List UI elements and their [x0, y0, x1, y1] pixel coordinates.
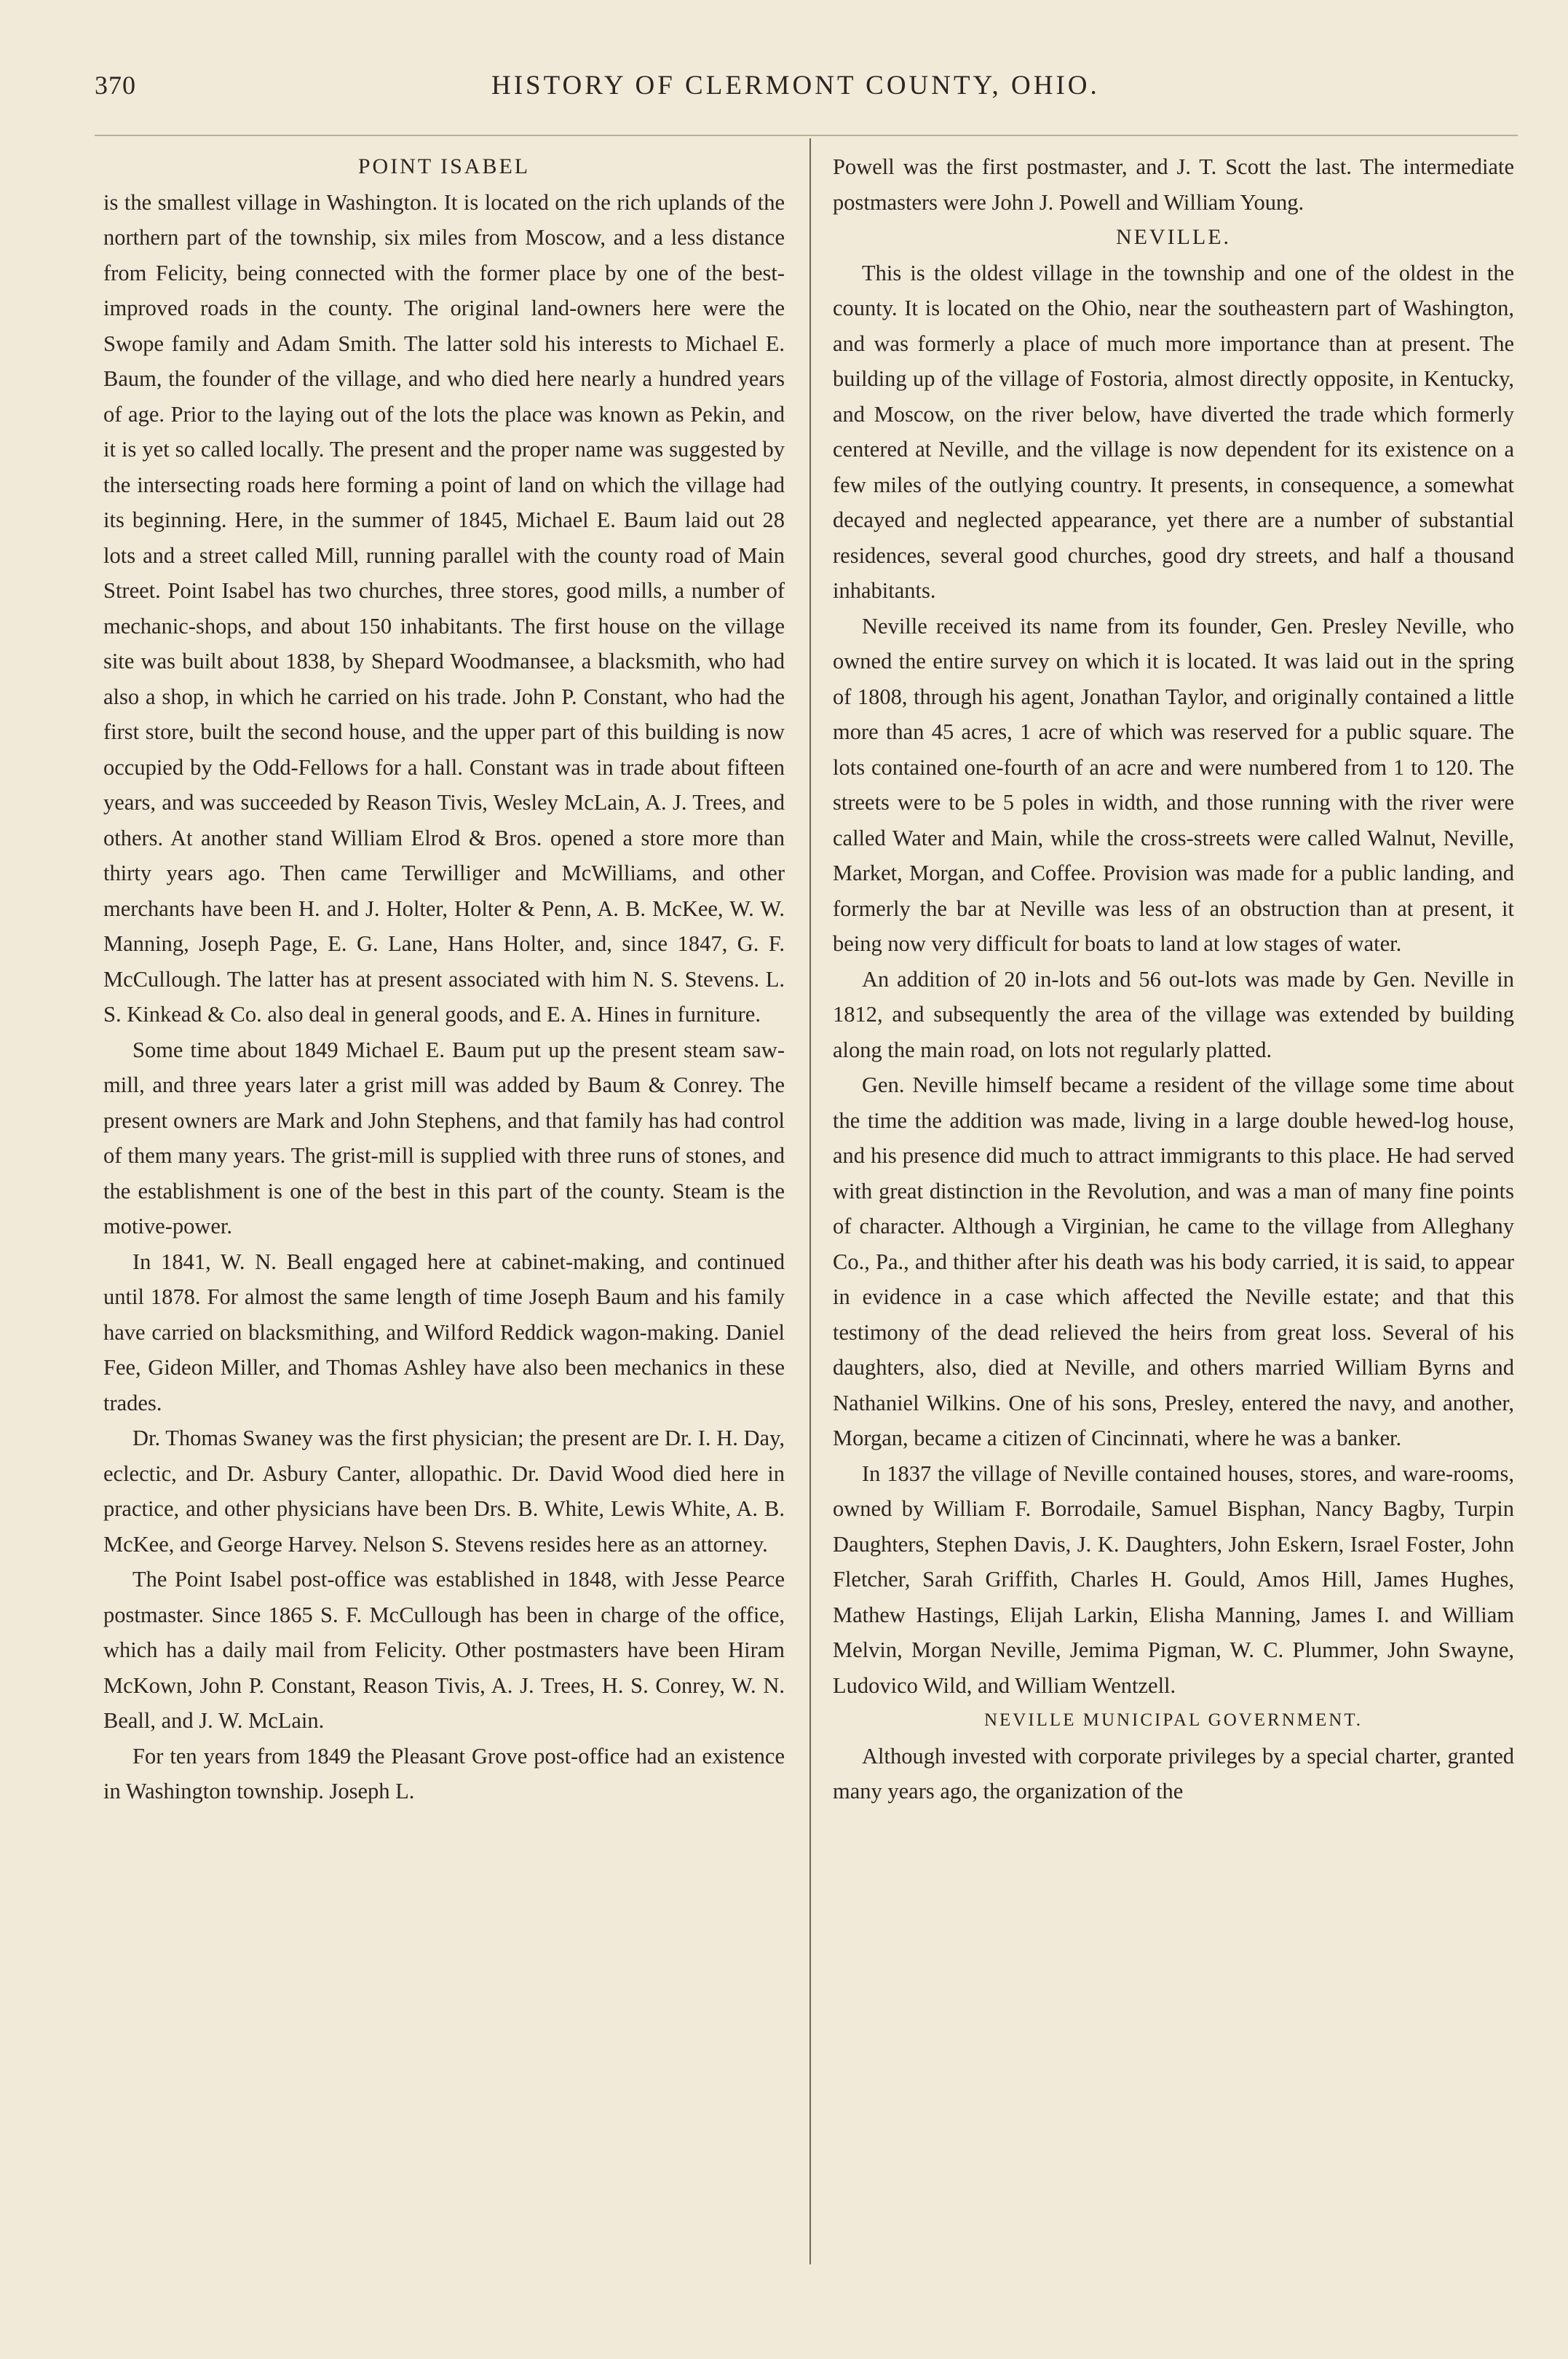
paragraph: Although invested with corporate privileges by a special charter, granted many years ago, the organization of the: [833, 1743, 1514, 1803]
book-title: HISTORY OF CLERMONT COUNTY, OHIO.: [491, 71, 1100, 100]
section-heading-neville: NEVILLE.: [1115, 225, 1232, 249]
paragraph: is the smallest village in Washington. It is located on the rich uplands of the northern part of the township, six miles from Moscow, and a less distance from Felicity, being connected with the former place by one of the best-improved roads in the county. The original land-owners here were the Swope family and Adam Smith. The latter sold his interests to Michael E. Baum, the founder of the village, and who died here nearly a hundred years of age. Prior to the laying out of the lots the place was known as Pekin, and it is yet so called locally. The present and the proper name was suggested by the intersecting roads here forming a point of land on which the village had its beginning. Here, in the summer of 1845, Michael E. Baum laid out 28 lots and a street called Mill, running parallel with the county road of Main Street. Point Isabel has two churches, three stores, good mills, a number of mechanic-shops, and about 150 inhabitants. The first house on the village site was built about 1838, by Shepard Woodmansee, a blacksmith, who had also a shop, in which he carried on his trade. John P. Constant, who had the first store, built the second house, and the upper part of this building is now occupied by the Odd-Fellows for a hall. Constant was in trade about fifteen years, and was succeeded by Reason Tivis, Wesley McLain, A. J. Trees, and others. At another stand William Elrod & Bros. opened a store more than thirty years ago. Then came Terwilliger and McWilliams, and other merchants have been H. and J. Holter, Holter & Penn, A. B. McKee, W. W. Manning, Joseph Page, E. G. Lane, Hans Holter, and, since 1847, G. F. McCullough. The latter has at present associated with him N. S. Stevens. L. S. Kinkead & Co. also deal in general goods, and E. A. Hines in furniture.: [103, 189, 785, 1027]
section-heading-point-isabel: POINT ISABEL: [357, 154, 531, 178]
column-divider: [809, 138, 811, 2264]
left-column: [103, 149, 785, 1809]
paragraph: Neville received its name from its founder, Gen. Presley Neville, who owned the entire survey on which it is located. It was laid out in the spring of 1808, through his agent, Jonathan Taylor, and originally contained a little more than 45 acres, 1 acre of which was reserved for a public square. The lots contained one-fourth of an acre and were numbered from 1 to 120. The streets were to be 5 poles in width, and those running with the river were called Water and Main, while the cross-streets were called Walnut, Neville, Market, Morgan, and Coffee. Provision was made for a public landing, and formerly the bar at Neville was less of an obstruction than at present, it being now very difficult for boats to land at low stages of water.: [833, 613, 1514, 956]
paragraph: For ten years from 1849 the Pleasant Grove post-office had an existence in Washington township. Joseph L.: [103, 1743, 785, 1803]
paragraph: In 1841, W. N. Beall engaged here at cabinet-making, and continued until 1878. For almost the same length of time Joseph Baum and his family have carried on blacksmithing, and Wilford Reddick wagon-making. Daniel Fee, Gideon Miller, and Thomas Ashley have also been mechanics in these trades.: [103, 1249, 785, 1415]
right-column: [833, 149, 1514, 1809]
running-head: [95, 70, 1485, 114]
page-number: 370: [95, 71, 136, 100]
paragraph: Gen. Neville himself became a resident of the village some time about the time the addition was made, living in a large double hewed-log house, and his presence did much to attract immigrants to this place. He had served with great distinction in the Revolution, and was a man of many fine points of character. Although a Virginian, he came to the village from Alleghany Co., Pa., and thither after his death was his body carried, it is said, to appear in evidence in a case which affected the Neville estate; and that this testimony of the dead relieved the heirs from great loss. Several of his daughters, also, died at Neville, and others married William Byrns and Nathaniel Wilkins. One of his sons, Presley, entered the navy, and another, Morgan, became a citizen of Cincinnati, where he was a banker.: [833, 1072, 1514, 1450]
section-heading-neville-municipal-government: NEVILLE MUNICIPAL GOVERNMENT.: [983, 1710, 1363, 1730]
paragraph: Powell was the first postmaster, and J. T. Scott the last. The intermediate postmasters were John J. Powell and William Young.: [833, 154, 1514, 215]
header-rule: [95, 135, 1518, 136]
paragraph: Some time about 1849 Michael E. Baum put up the present steam saw-mill, and three years later a grist mill was added by Baum & Conrey. The present owners are Mark and John Stephens, and that family has had control of them many years. The grist-mill is supplied with three runs of stones, and the establishment is one of the best in this part of the county. Steam is the motive-power.: [103, 1037, 785, 1238]
paragraph: An addition of 20 in-lots and 56 out-lots was made by Gen. Neville in 1812, and subsequently the area of the village was extended by building along the main road, on lots not regularly platted.: [833, 966, 1514, 1062]
paragraph: The Point Isabel post-office was established in 1848, with Jesse Pearce postmaster. Since 1865 S. F. McCullough has been in charge of the office, which has a daily mail from Felicity. Other postmasters have been Hiram McKown, John P. Constant, Reason Tivis, A. J. Trees, H. S. Conrey, W. N. Beall, and J. W. McLain.: [103, 1567, 785, 1733]
paragraph: This is the oldest village in the township and one of the oldest in the county. It is located on the Ohio, near the southeastern part of Washington, and was formerly a place of much more importance than at present. The building up of the village of Fostoria, almost directly opposite, in Kentucky, and Moscow, on the river below, have diverted the trade which formerly centered at Neville, and the village is now dependent for its existence on a few miles of the outlying country. It presents, in consequence, a somewhat decayed and neglected appearance, yet there are a number of substantial residences, several good churches, good dry streets, and half a thousand inhabitants.: [833, 260, 1514, 603]
paragraph: Dr. Thomas Swaney was the first physician; the present are Dr. I. H. Day, eclectic, and Dr. Asbury Canter, allopathic. Dr. David Wood died here in practice, and other physicians have been Drs. B. White, Lewis White, A. B. McKee, and George Harvey. Nelson S. Stevens resides here as an attorney.: [103, 1426, 785, 1557]
paragraph: In 1837 the village of Neville contained houses, stores, and ware-rooms, owned by William F. Borrodaile, Samuel Bisphan, Nancy Bagby, Turpin Daughters, Stephen Davis, J. K. Daughters, John Eskern, Israel Foster, John Fletcher, Sarah Griffith, Charles H. Gould, Amos Hill, James Hughes, Mathew Hastings, Elijah Larkin, Elisha Manning, James I. and William Melvin, Morgan Neville, Jemima Pigman, W. C. Plummer, John Swayne, Ludovico Wild, and William Wentzell.: [833, 1461, 1514, 1698]
